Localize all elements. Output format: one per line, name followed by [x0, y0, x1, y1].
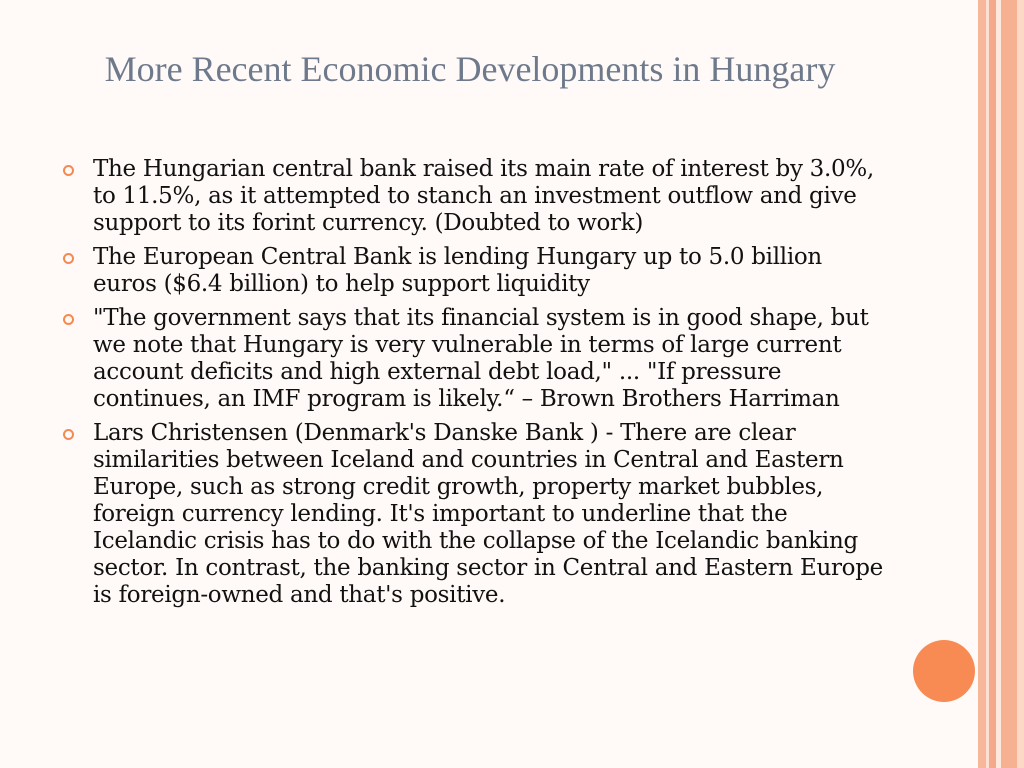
decorative-stripe — [1017, 0, 1024, 768]
bullet-item — [60, 244, 890, 298]
bullet-item — [60, 305, 890, 413]
decorative-stripe — [989, 0, 996, 768]
bullet-text: The European Central Bank is lending Hungary up to 5.0 billion euros ($6.4 billion) to help support liquidity — [93, 244, 822, 297]
bullet-list — [60, 156, 890, 616]
bullet-text: Lars Christensen (Denmark's Danske Bank ) - There are clear similarities between Iceland and countries in Central and Eastern Europe, such as strong credit growth, property market bubbles, foreign currency lending. It's important to underline that the Icelandic crisis has to do with the collapse of the Icelandic banking sector. In contrast, the banking sector in Central and Eastern Europe is foreign-owned and that's positive. — [93, 420, 883, 608]
bullet-text: The Hungarian central bank raised its main rate of interest by 3.0%, to 11.5%, as it attempted to stanch an investment outflow and give support to its forint currency. (Doubted to work) — [93, 156, 874, 236]
circle-bullet-icon — [63, 165, 74, 176]
decorative-stripe — [1001, 0, 1017, 768]
orange-circle-icon — [913, 640, 975, 702]
decorative-stripe — [978, 0, 986, 768]
bullet-text: "The government says that its financial system is in good shape, but we note that Hungary is very vulnerable in terms of large current account deficits and high external debt load," ... "If pressure continues, an IMF program is likely.“ – Brown Brothers Harriman — [93, 305, 869, 412]
slide-title: More Recent Economic Developments in Hungary — [104, 49, 836, 89]
circle-bullet-icon — [63, 253, 74, 264]
circle-bullet-icon — [63, 429, 74, 440]
bullet-item — [60, 420, 890, 609]
circle-bullet-icon — [63, 314, 74, 325]
bullet-item — [60, 156, 890, 237]
